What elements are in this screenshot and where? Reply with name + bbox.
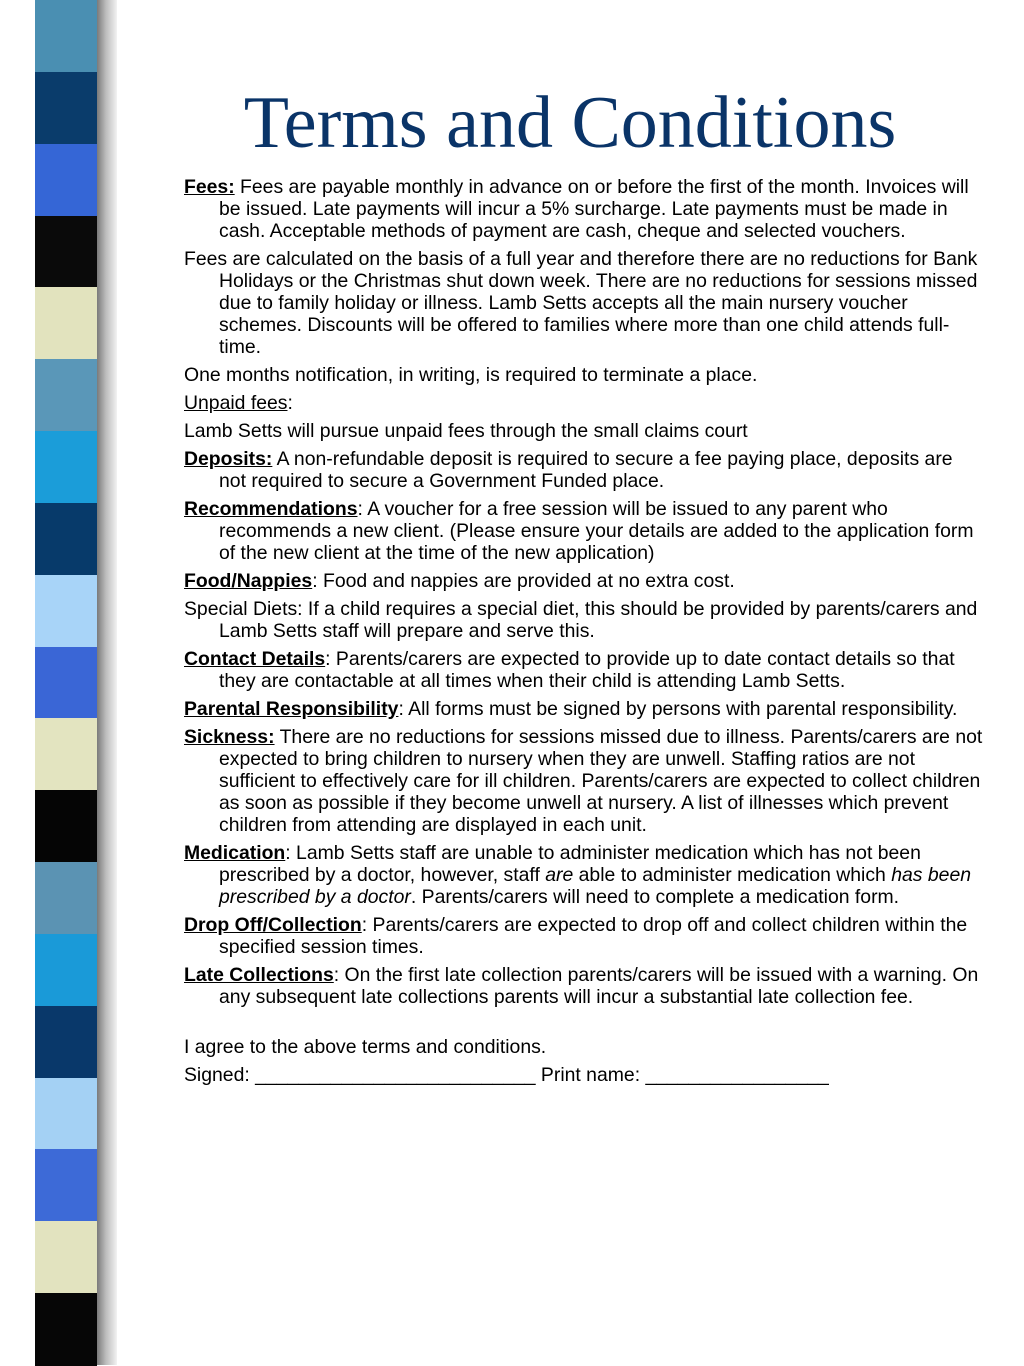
stripe-segment	[35, 1078, 97, 1151]
terms-content	[184, 176, 984, 1092]
medication-italic-prescribed: has been prescribed by a doctor	[219, 864, 972, 908]
deposits-paragraph	[184, 448, 984, 492]
sickness-paragraph	[184, 726, 984, 836]
parental-responsibility-paragraph	[184, 698, 984, 720]
signature-line: Signed: __________________________ Print name: _________________	[184, 1064, 829, 1086]
notification-paragraph	[184, 364, 984, 386]
drop-off-heading: Drop Off/Collection	[184, 914, 362, 936]
stripe-segment	[35, 72, 97, 145]
fees-calculation-text: Fees are calculated on the basis of a full year and therefore there are no reductions for Bank Holidays or the Christmas shut down week. There are no reductions for sessions missed due to family holiday or illness. Lamb Setts accepts all the main nursery voucher schemes. Discounts will be offered to families where more than one child attends full-time.	[184, 248, 978, 358]
medication-italic-are: are	[545, 864, 574, 886]
fees-paragraph	[184, 176, 984, 242]
special-diets-paragraph	[184, 598, 984, 642]
stripe-segment	[35, 647, 97, 720]
agreement-statement: I agree to the above terms and conditions.	[184, 1036, 547, 1058]
medication-text: : Lamb Setts staff are unable to administer medication which has not been prescribed by a doctor, however, staff	[219, 842, 921, 886]
stripe-segment	[35, 1293, 97, 1366]
fees-text: Fees are payable monthly in advance on or before the first of the month. Invoices will be issued. Late payments will incur a 5% surcharge. Late payments must be made in cash. Acceptable methods of payment are cash, cheque and selected vouchers.	[219, 176, 969, 242]
stripe-segment	[35, 1006, 97, 1079]
food-nappies-paragraph	[184, 570, 984, 592]
contact-details-text: : Parents/carers are expected to provide up to date contact details so that they are contactable at all times when their child is attending Lamb Setts.	[219, 648, 955, 692]
stripe-segment	[35, 144, 97, 217]
food-nappies-text: : Food and nappies are provided at no extra cost.	[312, 570, 735, 592]
late-collections-paragraph	[184, 964, 984, 1008]
drop-off-text: : Parents/carers are expected to drop off and collect children within the specified session times.	[219, 914, 968, 958]
unpaid-fees-paragraph	[184, 392, 984, 414]
stripe-segment	[35, 359, 97, 432]
fees-calculation-paragraph	[184, 248, 984, 358]
drop-off-paragraph	[184, 914, 984, 958]
page-title: Terms and Conditions	[243, 82, 897, 164]
stripe-segment	[35, 431, 97, 504]
deposits-text: A non-refundable deposit is required to secure a fee paying place, deposits are not required to secure a Government Funded place.	[219, 448, 953, 492]
stripe-segment	[35, 575, 97, 648]
small-claims-paragraph	[184, 420, 984, 442]
contact-details-heading: Contact Details	[184, 648, 326, 670]
recommendations-heading: Recommendations	[184, 498, 358, 520]
decorative-stripe	[35, 0, 97, 1365]
late-collections-heading: Late Collections	[184, 964, 334, 986]
medication-text-3: . Parents/carers will need to complete a medication form.	[410, 886, 900, 908]
parental-responsibility-heading: Parental Responsibility	[184, 698, 399, 720]
deposits-heading: Deposits:	[184, 448, 273, 470]
medication-heading: Medication	[184, 842, 286, 864]
medication-text-2: able to administer medication which	[573, 864, 892, 886]
stripe-segment	[35, 718, 97, 791]
stripe-segment	[35, 934, 97, 1007]
medication-paragraph	[184, 842, 984, 908]
stripe-segment	[35, 1149, 97, 1222]
stripe-segment	[35, 862, 97, 935]
contact-details-paragraph	[184, 648, 984, 692]
stripe-segment	[35, 0, 97, 73]
food-nappies-heading: Food/Nappies	[184, 570, 313, 592]
notification-text: One months notification, in writing, is required to terminate a place.	[184, 364, 758, 386]
special-diets-text: Special Diets: If a child requires a special diet, this should be provided by parents/carers and Lamb Setts staff will prepare and serve this.	[184, 598, 978, 642]
sickness-text: There are no reductions for sessions missed due to illness. Parents/carers are not expected to bring children to nursery when they are unwell. Staffing ratios are not sufficient to effectively care for ill children. Parents/carers are expected to collect children as soon as possible if they become unwell at nursery. A list of illnesses which prevent children from attending are displayed in each unit.	[219, 726, 983, 836]
recommendations-text: : A voucher for a free session will be issued to any parent who recommends a new client. (Please ensure your details are added to the application form of the new client at the time of the new application)	[219, 498, 974, 564]
stripe-segment	[35, 790, 97, 863]
unpaid-fees-colon: :	[287, 392, 293, 414]
recommendations-paragraph	[184, 498, 984, 564]
sickness-heading: Sickness:	[184, 726, 275, 748]
stripe-segment	[35, 503, 97, 576]
fees-heading: Fees:	[184, 176, 235, 198]
unpaid-fees-heading: Unpaid fees	[184, 392, 288, 414]
stripe-segment	[35, 287, 97, 360]
late-collections-text: : On the first late collection parents/carers will be issued with a warning. On any subsequent late collections parents will incur a substantial late collection fee.	[219, 964, 979, 1008]
stripe-shadow	[97, 0, 117, 1365]
small-claims-text: Lamb Setts will pursue unpaid fees through the small claims court	[184, 420, 748, 442]
parental-responsibility-text: : All forms must be signed by persons with parental responsibility.	[398, 698, 958, 720]
stripe-segment	[35, 1221, 97, 1294]
stripe-segment	[35, 216, 97, 289]
